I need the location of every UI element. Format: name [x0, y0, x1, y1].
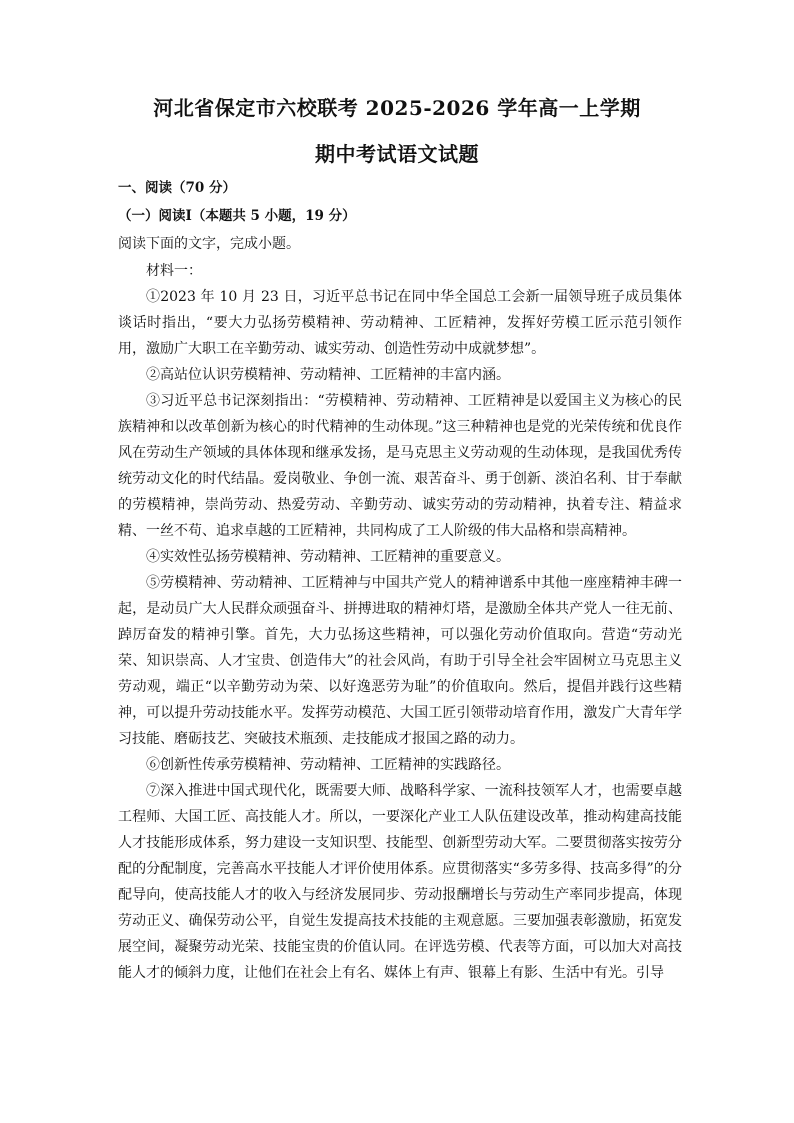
paragraph-5: ⑤劳模精神、劳动精神、工匠精神与中国共产党人的精神谱系中其他一座座精神丰碑一起，是动员广大人民群众顽强奋斗、拼搏进取的精神灯塔，是激励全体共产党人一往无前、踔厉奋发的精神引擎。首先，大力弘扬这些精神，可以强化劳动价值取向。营造“劳动光荣、知识崇高、人才宝贵、创造伟大”的社会风尚，有助于引导全社会牢固树立马克思主义劳动观，端正“以辛勤劳动为荣、以好逸恶劳为耻”的价值取向。然后，提倡并践行这些精神，可以提升劳动技能水平。发挥劳动模范、大国工匠引领带动培育作用，激发广大青年学习技能、磨砺技艺、突破技术瓶颈、走技能成才报国之路的动力。 [118, 575, 682, 747]
section-heading: 一、阅读（70 分） [118, 180, 236, 196]
instruction-text: 阅读下面的文字，完成小题。 [118, 236, 300, 252]
paragraph-3: ③习近平总书记深刻指出：“劳模精神、劳动精神、工匠精神是以爱国主义为核心的民族精神和以改革创新为核心的时代精神的生动体现。”这三种精神也是党的光荣传统和优良作风在劳动生产领域的具体体现和继承发扬，是马克思主义劳动观的生动体现，是我国优秀传统劳动文化的时代结晶。爱岗敬业、争创一流、艰苦奋斗、勇于创新、淡泊名利、甘于奉献的劳模精神，崇尚劳动、热爱劳动、辛勤劳动、诚实劳动的劳动精神，执着专注、精益求精、一丝不苟、追求卓越的工匠精神，共同构成了工人阶级的伟大品格和崇高精神。 [118, 393, 682, 539]
paragraph-6: ⑥创新性传承劳模精神、劳动精神、工匠精神的实践路径。 [146, 757, 510, 773]
document-title-line2: 期中考试语文试题 [315, 142, 479, 166]
passage-body [118, 258, 682, 986]
paragraph-1: ①2023 年 10 月 23 日，习近平总书记在同中华全国总工会新一届领导班子成员集体谈话时指出，“要大力弘扬劳模精神、劳动精神、工匠精神，发挥好劳模工匠示范引领作用，激励广大职工在辛勤劳动、诚实劳动、创造性劳动中成就梦想”。 [118, 289, 682, 357]
paragraph-7: ⑦深入推进中国式现代化，既需要大师、战略科学家、一流科技领军人才，也需要卓越工程师、大国工匠、高技能人才。所以，一要深化产业工人队伍建设改革，推动构建高技能人才技能形成体系，努力建设一支知识型、技能型、创新型劳动大军。二要贯彻落实按劳分配的分配制度，完善高水平技能人才评价使用体系。应贯彻落实“多劳多得、技高多得”的分配导向，使高技能人才的收入与经济发展同步、劳动报酬增长与劳动生产率同步提高，体现劳动正义、确保劳动公平，自觉生发提高技术技能的主观意愿。三要加强表彰激励，拓宽发展空间，凝聚劳动光荣、技能宝贵的价值认同。在评选劳模、代表等方面，可以加大对高技能人才的倾斜力度，让他们在社会上有名、媒体上有声、银幕上有影、生活中有光。引导 [118, 783, 682, 981]
subsection-heading: （一）阅读Ⅰ（本题共 5 小题，19 分） [118, 208, 356, 224]
paragraph-2: ②高站位认识劳模精神、劳动精神、工匠精神的丰富内涵。 [146, 367, 510, 383]
document-title-line1: 河北省保定市六校联考 2025-2026 学年高一上学期 [153, 96, 641, 120]
paragraph-4: ④实效性弘扬劳模精神、劳动精神、工匠精神的重要意义。 [146, 549, 510, 565]
material-label: 材料一： [146, 263, 202, 279]
